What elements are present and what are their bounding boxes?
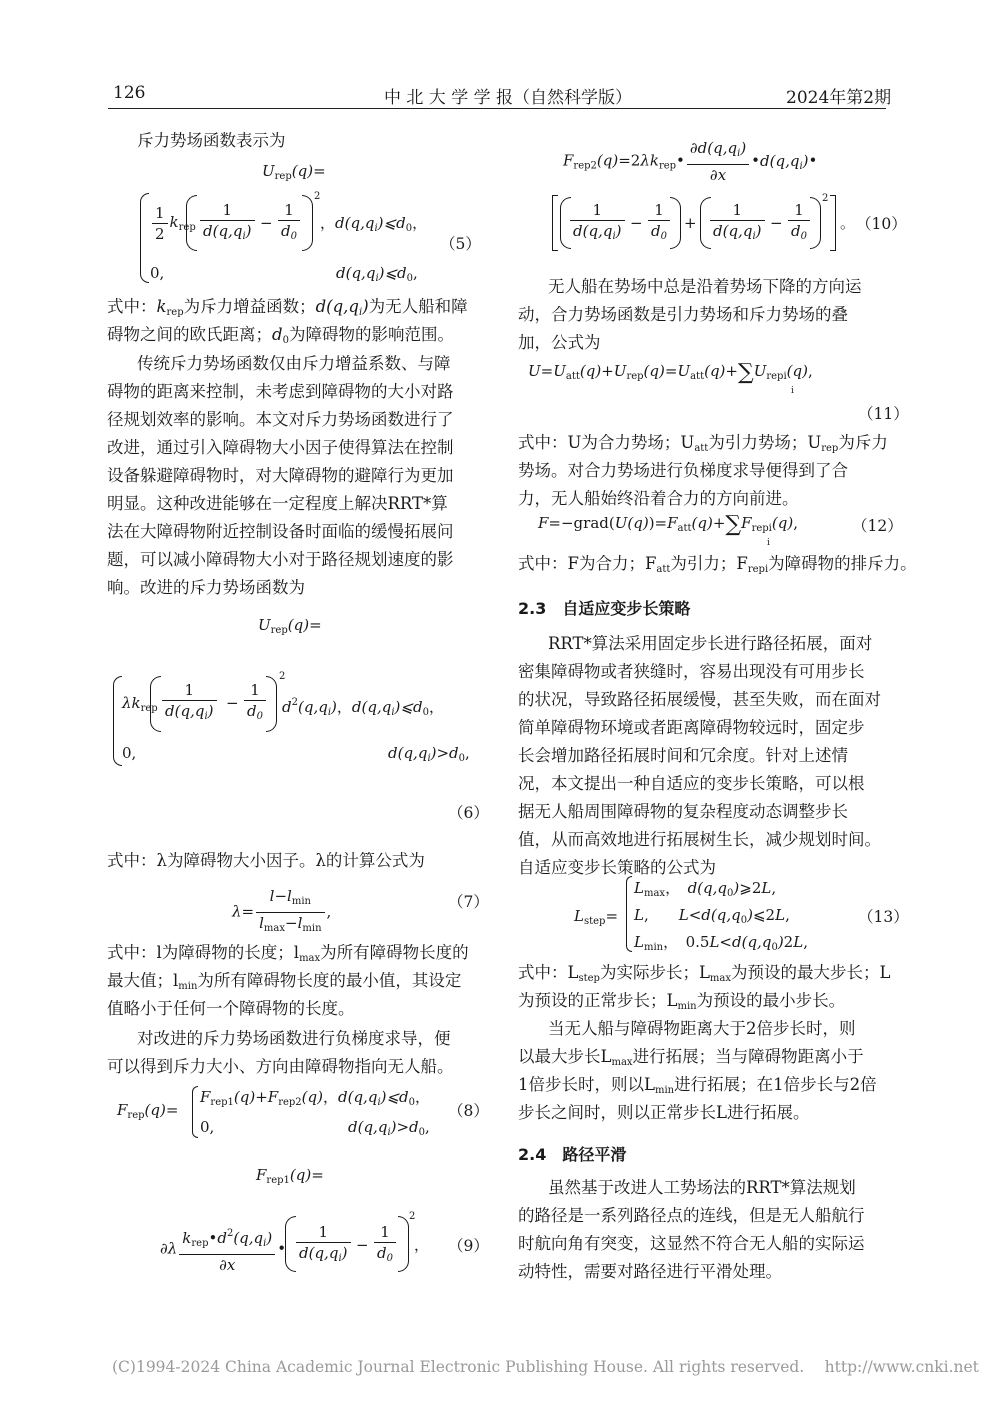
section-2-3-heading: 2.3 自适应变步长策略: [518, 599, 691, 618]
eq11-desc-line3: 力，无人船始终沿着合力的方向前进。: [518, 489, 799, 508]
para1-line7: 法在大障碍物附近控制设备时面临的缓慢拓展问: [107, 522, 454, 541]
eq5-brace: [140, 193, 149, 283]
eq6-minus: −: [226, 694, 239, 712]
para6-line3: 时航向角有突变，这显然不符合无人船的实际运: [518, 1234, 865, 1253]
eq11-desc-line2: 势场。对合力势场进行负梯度求导便得到了合: [518, 461, 848, 480]
eq6-case1-cond: $d^2(q,q_i)$，$d(q,q_i)⩽d_0$，: [282, 697, 444, 718]
eq9-frac-a: $\frac{1}{d(q,q_i)}$: [294, 1222, 353, 1269]
eq10-square: 2: [822, 193, 829, 204]
eq12-sum-index: i: [767, 538, 770, 548]
eq5-paren-left: [186, 195, 197, 251]
para2-line1: 对改进的斥力势场函数进行负梯度求导，便: [137, 1029, 451, 1048]
para6-line4: 动特性，需要对路径进行平滑处理。: [518, 1262, 782, 1281]
para1-line1: 传统斥力势场函数仅由斥力增益系数、与障: [137, 354, 451, 373]
eq10-number: （10）: [856, 215, 907, 233]
eq13-desc-line2: 为预设的正常步长；Lmin为预设的最小步长。: [518, 991, 846, 1012]
para1-line8: 题，可以减小障碍物大小对于路径规划速度的影: [107, 550, 454, 569]
section-2-4-heading: 2.4 路径平滑: [518, 1145, 627, 1164]
para1-line2: 碍物的距离来控制，未考虑到障碍物的大小对路: [107, 382, 454, 401]
eq9-lhs: $F_{rep1}(q)=$: [256, 1166, 324, 1186]
eq13-case3: $L_{min}$， $0.5L<d(q,q_0)2L$,: [634, 933, 808, 953]
eq13-number: （13）: [858, 908, 909, 926]
eq5-paren-right: [302, 195, 313, 251]
eq11-desc-line1: 式中：U为合力势场；Uatt为引力势场；Urep为斥力: [518, 433, 888, 454]
page-number: 126: [113, 83, 146, 103]
eq6-frac-a: $\frac{1}{d(q,q_i)}$: [160, 680, 219, 727]
eq8-number: （8）: [448, 1102, 489, 1120]
eq9-paren-right: [398, 1216, 409, 1272]
eq12: $F=-grad(U(q))=F_{att}(q)+\sum F_{repi}(q)$,: [538, 512, 798, 537]
eq13-brace: [626, 876, 632, 952]
eq5-case1-cond: ，$d(q,q_i)⩽d_0$，: [320, 214, 428, 234]
eq5-case2-val: 0,: [150, 264, 165, 282]
para4-line5: 长会增加路径拓展时间和冗余度。针对上述情: [518, 746, 848, 765]
para5-line1: 当无人船与障碍物距离大于2倍步长时，则: [548, 1019, 856, 1038]
eq5-lhs: $U_{rep}(q)=$: [262, 162, 326, 182]
eq10-period: 。: [840, 214, 856, 232]
eq8-case2-cond: $d(q,q_i)>d_0$,: [348, 1118, 430, 1138]
eq5-frac-b: $\frac{1}{d_0}$: [276, 200, 302, 247]
eq8-brace: [192, 1086, 198, 1138]
para4-line2: 密集障碍物或者狭缝时，容易出现没有可用步长: [518, 662, 865, 681]
para4-line8: 值，从而高效地进行拓展树生长，减少规划时间。: [518, 830, 881, 849]
eq5-number: （5）: [440, 235, 481, 253]
eq10-line1: $F_{rep2}(q)=2\lambda k_{rep}•$ $\frac{\partial d(q,q_i)}{\partial x}$ $•d(q,q_i)•$: [563, 139, 818, 184]
para6-line2: 的路径是一系列路径点的连线，但是无人船航行: [518, 1206, 865, 1225]
eq9-rhs: ∂λ $\frac{k_{rep}•d^2(q,q_i)}{\partial x}$ •: [160, 1224, 286, 1275]
para5-line3: 1倍步长时，则以Lmin进行拓展；在1倍步长与2倍: [518, 1075, 877, 1096]
para4-line9: 自适应变步长策略的公式为: [518, 858, 716, 877]
eq9-frac-b: $\frac{1}{d_0}$: [372, 1222, 398, 1269]
intro-text: 斥力势场函数表示为: [137, 131, 286, 150]
header-rule: [108, 108, 886, 109]
eq10-frac-b: $\frac{1}{d_0}$: [646, 200, 672, 247]
eq5-frac-a: $\frac{1}{d(q,q_i)}$: [198, 200, 257, 247]
eq6-paren-right: [266, 676, 277, 732]
eq7-desc-line2: 最大值；lmin为所有障碍物长度的最小值，其设定: [107, 971, 462, 992]
para4-line6: 况，本文提出一种自适应的变步长策略，可以根: [518, 774, 865, 793]
eq13-case1: $L_{max}$， $d(q,q_0)⩾2L$,: [634, 879, 777, 899]
para5-line2: 以最大步长Lmax进行拓展；当与障碍物距离小于: [518, 1047, 864, 1068]
eq9-comma: ，: [414, 1236, 430, 1254]
eq7: λ= $\frac{l-l_{min}}{l_{max}-l_{min}}$ ,: [232, 887, 332, 934]
eq8-lhs: $F_{rep}(q)=$: [117, 1101, 179, 1121]
eq6-case1-lambda: $\lambda k_{rep}$: [122, 694, 158, 714]
eq11-number: （11）: [858, 405, 909, 423]
copyright-footer: (C)1994-2024 China Academic Journal Electronic Publishing House. All rights reserved. http://www.cnki.net: [112, 1358, 979, 1376]
eq12-number: （12）: [852, 517, 903, 535]
eq10-paren1-right: [670, 197, 681, 249]
eq6-lhs: $U_{rep}(q)=$: [258, 616, 322, 636]
eq10-frac-c: $\frac{1}{d(q,q_i)}$: [708, 200, 767, 247]
eq10-frac-d: $\frac{1}{d_0}$: [786, 200, 812, 247]
issue-label: 2024年第2期: [786, 88, 892, 108]
eq5-minus: −: [260, 214, 273, 232]
para4-line3: 的状况，导致路径拓展缓慢，甚至失败，而在面对: [518, 690, 881, 709]
eq10-plus: +: [684, 214, 697, 232]
eq10-minus2: −: [770, 214, 783, 232]
eq9-minus: −: [356, 1236, 369, 1254]
para3-line2: 动，合力势场函数是引力势场和斥力势场的叠: [518, 305, 848, 324]
eq7-desc-line3: 值略小于任何一个障碍物的长度。: [107, 999, 355, 1018]
eq10-minus1: −: [630, 214, 643, 232]
eq6-frac-b: $\frac{1}{d_0}$: [242, 680, 268, 727]
eq5-desc-line2: 碍物之间的欧氏距离；d0为障碍物的影响范围。: [107, 325, 454, 346]
eq5-desc-line1: 式中：krep为斥力增益函数；d(q,qi)为无人船和障: [107, 297, 468, 318]
journal-title: 中 北 大 学 学 报（自然科学版）: [384, 88, 633, 108]
eq8-case1: $F_{rep1}(q)+F_{rep2}(q)$，$d(q,q_i)⩽d_0$，: [200, 1088, 431, 1108]
eq9-number: （9）: [448, 1237, 489, 1255]
para6-line1: 虽然基于改进人工势场法的RRT*算法规划: [548, 1178, 856, 1197]
eq6-case2-cond: $d(q,q_i)>d_0$,: [388, 744, 470, 764]
eq13-case2: L, $L<d(q,q_0)⩽2L$,: [634, 906, 790, 926]
para2-line2: 可以得到斥力大小、方向由障碍物指向无人船。: [107, 1057, 454, 1076]
eq10-bracket-right: [830, 195, 836, 251]
eq6-number: （6）: [448, 804, 489, 822]
eq13-desc-line1: 式中：Lstep为实际步长；Lmax为预设的最大步长；L: [518, 963, 891, 984]
eq11: $U=U_{att}(q)+U_{rep}(q)=U_{att}(q)+\sum U_{repi}(q)$,: [528, 360, 813, 385]
para1-line4: 改进，通过引入障碍物大小因子使得算法在控制: [107, 438, 454, 457]
lambda-desc: 式中：λ为障碍物大小因子。λ的计算公式为: [107, 851, 425, 870]
eq12-desc: 式中：F为合力；Fatt为引力；Frepi为障碍物的排斥力。: [518, 554, 917, 575]
eq11-sum-index: i: [791, 386, 794, 396]
eq7-number: （7）: [448, 893, 489, 911]
para5-line4: 步长之间时，则以正常步长L进行拓展。: [518, 1103, 810, 1122]
para4-line4: 简单障碍物环境或者距离障碍物较远时，固定步: [518, 718, 865, 737]
para4-line7: 据无人船周围障碍物的复杂程度动态调整步长: [518, 802, 848, 821]
eq6-square: 2: [279, 671, 286, 682]
eq9-square: 2: [409, 1211, 416, 1222]
eq13-lhs: $L_{step}=$: [574, 907, 619, 927]
para1-line9: 响。改进的斥力势场函数为: [107, 578, 305, 597]
eq10-bracket-left: [552, 195, 558, 251]
eq7-desc-line1: 式中：l为障碍物的长度；lmax为所有障碍物长度的: [107, 943, 469, 964]
eq10-frac-a: $\frac{1}{d(q,q_i)}$: [568, 200, 627, 247]
eq8-case2: 0,: [200, 1118, 215, 1136]
para3-line3: 加，公式为: [518, 333, 601, 352]
eq6-brace: [113, 676, 122, 766]
para1-line6: 明显。这种改进能够在一定程度上解决RRT*算: [107, 494, 448, 513]
eq5-case1: $\frac{1}{2}$ $k_{rep}$: [150, 200, 196, 250]
eq5-case2-cond: $d(q,q_i)⩽d_0$,: [336, 264, 418, 284]
para1-line5: 设备躲避障碍物时，对大障碍物的避障行为更加: [107, 466, 454, 485]
eq5-square: 2: [314, 191, 321, 202]
para1-line3: 径规划效率的影响。本文对斥力势场函数进行了: [107, 410, 454, 429]
para3-line1: 无人船在势场中总是沿着势场下降的方向运: [548, 277, 862, 296]
eq6-case2-val: 0,: [122, 744, 137, 762]
eq10-paren2-right: [810, 197, 821, 249]
para4-line1: RRT*算法采用固定步长进行路径拓展，面对: [548, 634, 873, 653]
